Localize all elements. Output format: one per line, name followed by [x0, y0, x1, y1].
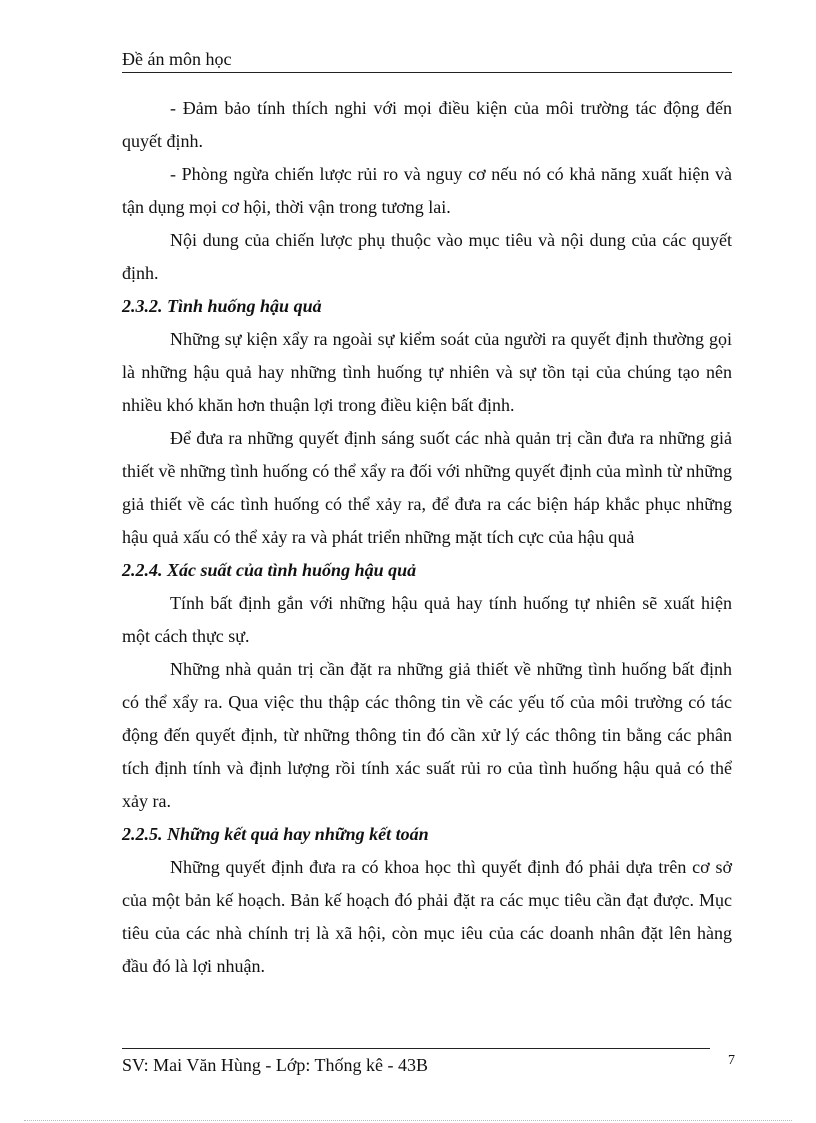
paragraph: Những nhà quản trị cần đặt ra những giả thiết về những tình huống bất định có thể xẩy ra. Qua việc thu thập các thông tin về các yếu tố của môi trường có tác động đến quyết định, từ những thông tin đó cần xử lý các thông tin bằng các phân tích định tính và định lượng rồi tính xác suất rủi ro của tình huống hậu quả có thể xảy ra.	[122, 659, 732, 811]
paragraph: Nội dung của chiến lược phụ thuộc vào mục tiêu và nội dung của các quyết định.	[122, 230, 732, 283]
section-heading: 2.2.5. Những kết quả hay những kết toán	[122, 824, 429, 844]
paragraph: - Đảm bảo tính thích nghi với mọi điều kiện của môi trường tác động đến quyết định.	[122, 98, 732, 151]
page-number: 7	[728, 1053, 735, 1068]
section-heading: 2.2.4. Xác suất của tình huống hậu quả	[122, 560, 417, 580]
page-footer: SV: Mai Văn Hùng - Lớp: Thống kê - 43B	[122, 1055, 428, 1075]
page-header: Đề án môn học	[122, 48, 732, 73]
paragraph: - Phòng ngừa chiến lược rủi ro và nguy cơ nếu nó có khả năng xuất hiện và tận dụng mọi cơ hội, thời vận trong tương lai.	[122, 164, 732, 217]
document-body	[122, 92, 732, 983]
paragraph: Tính bất định gắn với những hậu quả hay tính huống tự nhiên sẽ xuất hiện một cách thực sự.	[122, 593, 732, 646]
section-heading: 2.3.2. Tình huống hậu quả	[122, 296, 322, 316]
page-edge-divider	[24, 1120, 792, 1121]
paragraph: Những sự kiện xẩy ra ngoài sự kiểm soát của người ra quyết định thường gọi là những hậu quả hay những tình huống tự nhiên và sự tồn tại của chúng tạo nên nhiều khó khăn hơn thuận lợi trong điều kiện bất định.	[122, 329, 732, 415]
footer-divider	[122, 1048, 710, 1049]
paragraph: Để đưa ra những quyết định sáng suốt các nhà quản trị cần đưa ra những giả thiết về những tình huống có thể xẩy ra đối với những quyết định của mình từ những giả thiết về các tình huống có thể xảy ra, để đưa ra các biện háp khắc phục những hậu quả xấu có thể xảy ra và phát triển những mặt tích cực của hậu quả	[122, 428, 732, 547]
paragraph: Những quyết định đưa ra có khoa học thì quyết định đó phải dựa trên cơ sở của một bản kế hoạch. Bản kế hoạch đó phải đặt ra các mục tiêu cần đạt được. Mục tiêu của các nhà chính trị là xã hội, còn mục iêu của các doanh nhân đặt lên hàng đầu đó là lợi nhuận.	[122, 857, 732, 976]
